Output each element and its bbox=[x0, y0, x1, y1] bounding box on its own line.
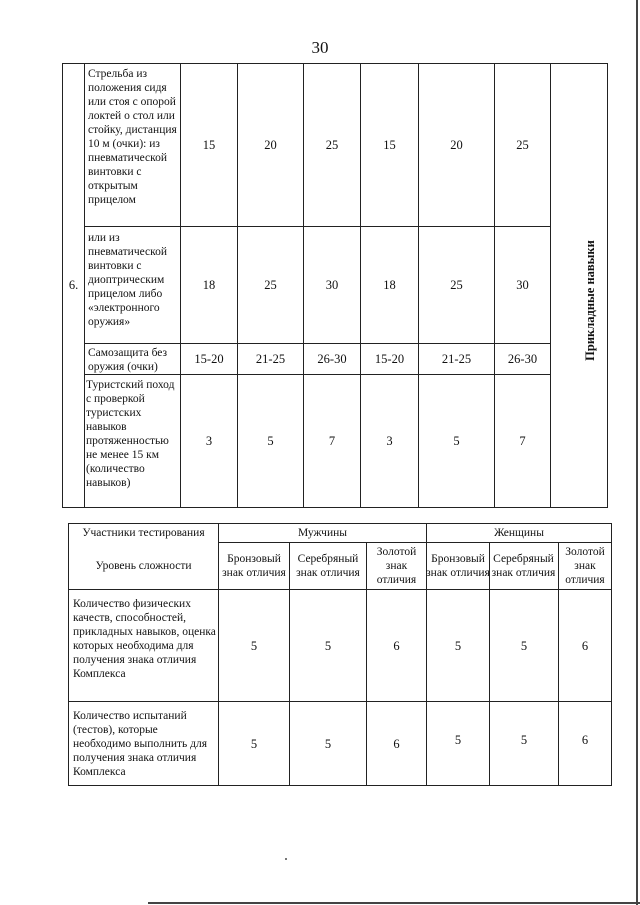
value-cell: 7 bbox=[328, 434, 336, 448]
scan-speck bbox=[285, 858, 287, 860]
value-cell: 3 bbox=[205, 434, 213, 448]
value-cell: 25 bbox=[516, 138, 529, 152]
value-cell: 21-25 bbox=[255, 352, 286, 366]
level-bronze-women: Бронзовый знак отличия bbox=[426, 553, 490, 579]
level-gold-women: Золотой знак отличия bbox=[565, 546, 605, 586]
value-cell: 5 bbox=[267, 434, 274, 448]
men-header: Мужчины bbox=[297, 527, 347, 539]
page-number: 30 bbox=[311, 38, 329, 57]
value-cell: 5 bbox=[324, 736, 332, 751]
women-header: Женщины bbox=[494, 527, 544, 539]
value-cell: 5 bbox=[324, 638, 332, 653]
value-cell: 6 bbox=[581, 732, 589, 747]
section-number: 6. bbox=[68, 278, 79, 292]
value-cell: 7 bbox=[519, 434, 526, 448]
row-hiking-label: Туристский поход с проверкой туристских навыков протяженностью не менее 15 км (количество навыков) bbox=[86, 379, 175, 489]
value-cell: 5 bbox=[453, 434, 460, 448]
level-silver-women: Серебряный знак отличия bbox=[491, 553, 556, 579]
side-label-applied-skills: Прикладные навыки bbox=[582, 239, 597, 361]
scan-edge-bottom bbox=[148, 902, 640, 904]
value-cell: 5 bbox=[520, 732, 528, 747]
row-shooting-open-sight-label: Стрельба из положения сидя или стоя с опорой локтей о стол или стойку, дистанция 10 м (очки): из пневматической винтовки с открытым прицелом bbox=[88, 68, 177, 206]
value-cell: 15 bbox=[202, 138, 216, 152]
value-cell: 6 bbox=[581, 638, 589, 653]
value-cell: 21-25 bbox=[441, 352, 472, 366]
scan-edge-right bbox=[636, 0, 638, 905]
participants-header: Участники тестирования bbox=[82, 527, 205, 539]
row-tests-count-label: Количество испытаний (тестов), которые необходимо выполнить для получения знака отличия Комплекса bbox=[73, 710, 208, 778]
value-cell: 20 bbox=[450, 138, 463, 152]
value-cell: 25 bbox=[325, 138, 339, 152]
level-header: Уровень сложности bbox=[95, 560, 192, 572]
value-cell: 6 bbox=[393, 736, 400, 751]
value-cell: 5 bbox=[250, 638, 258, 653]
value-cell: 6 bbox=[393, 638, 400, 653]
value-cell: 20 bbox=[264, 138, 277, 152]
level-silver-men: Серебряный знак отличия bbox=[296, 553, 360, 579]
value-cell: 18 bbox=[383, 278, 396, 292]
value-cell: 5 bbox=[454, 732, 462, 747]
level-bronze-men: Бронзовый знак отличия bbox=[222, 553, 286, 579]
value-cell: 15 bbox=[383, 138, 396, 152]
value-cell: 15-20 bbox=[194, 352, 224, 366]
value-cell: 26-30 bbox=[317, 352, 347, 366]
value-cell: 25 bbox=[264, 278, 277, 292]
value-cell: 5 bbox=[250, 736, 258, 751]
value-cell: 15-20 bbox=[374, 352, 405, 366]
value-cell: 30 bbox=[516, 278, 529, 292]
value-cell: 3 bbox=[386, 434, 393, 448]
value-cell: 30 bbox=[325, 278, 339, 292]
value-cell: 25 bbox=[450, 278, 463, 292]
value-cell: 5 bbox=[454, 638, 462, 653]
row-shooting-diopter-label: или из пневматической винтовки с диоптрическим прицелом либо «электронного оружия» bbox=[88, 232, 168, 328]
value-cell: 5 bbox=[520, 638, 528, 653]
value-cell: 18 bbox=[202, 278, 216, 292]
level-gold-men: Золотой знак отличия bbox=[376, 546, 417, 586]
row-self-defense-label: Самозащита без оружия (очки) bbox=[88, 347, 168, 373]
value-cell: 26-30 bbox=[507, 352, 538, 366]
row-qualities-count-label: Количество физических качеств, способностей, прикладных навыков, оценка которых необходима для получения знака отличия Комплекса bbox=[73, 598, 216, 680]
